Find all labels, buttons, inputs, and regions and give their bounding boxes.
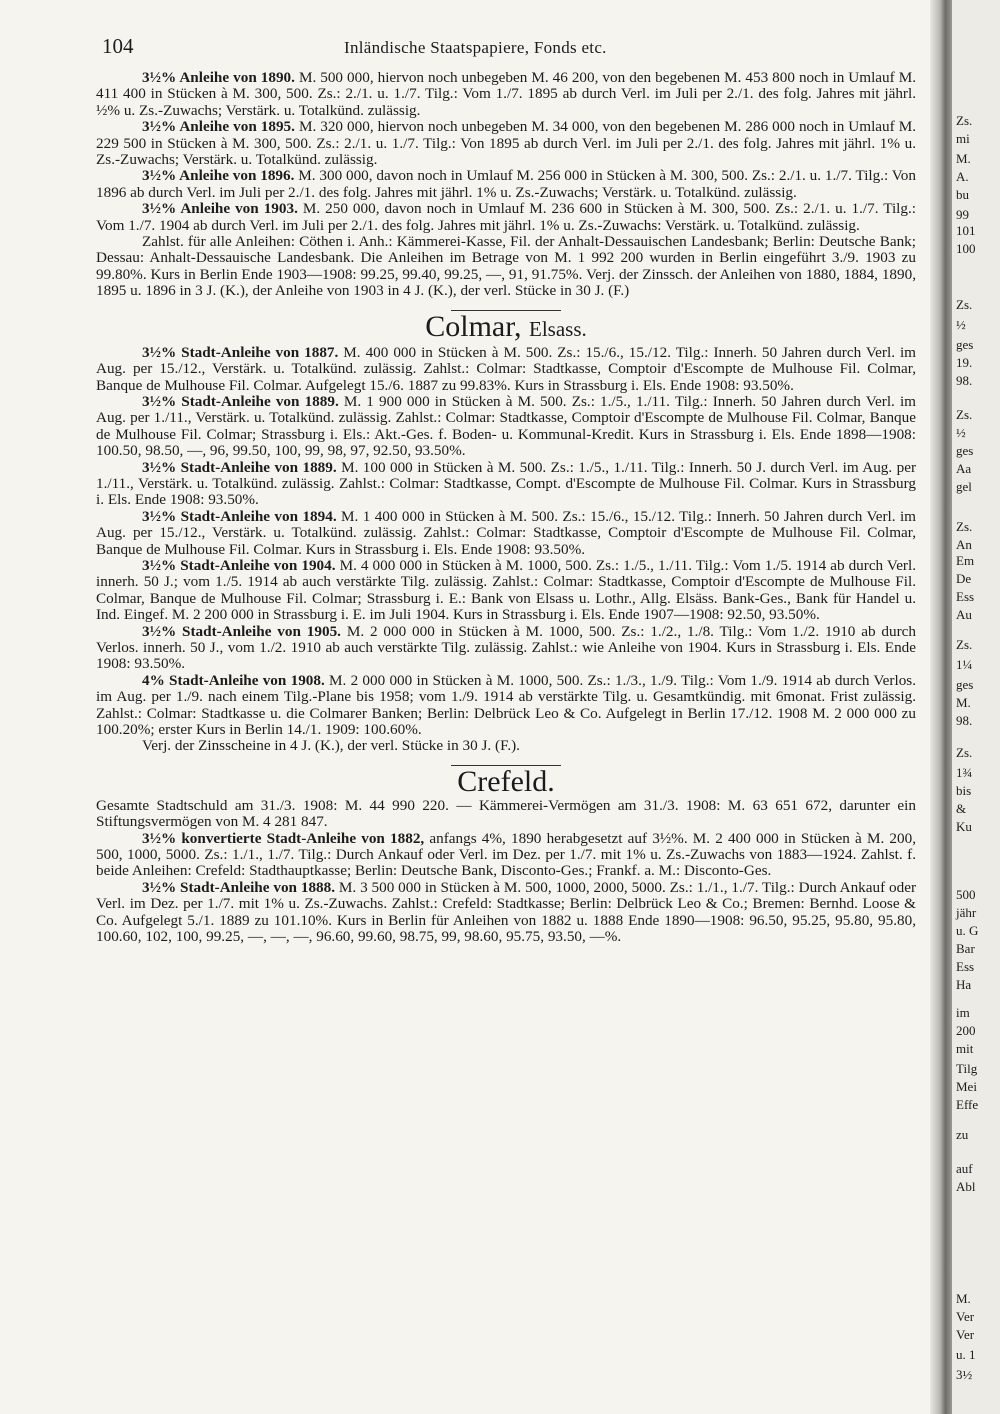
adjacent-word: Tilg [956,1061,978,1076]
running-title: Inländische Staatspapiere, Fonds etc. [344,38,607,57]
loan-heading: 3½% Stadt-Anleihe von 1889. [142,458,337,476]
book-gutter [930,0,952,1414]
paragraph [96,831,916,880]
paragraph-text: M. 300 000, davon noch in Umlauf M. 256 000 in Stücken à M. 300, 500. Zs.: 2./1. u. 1./7. Tilg.: Von 1896 ab durch Verl. im Juli per 2./1. des folg. Jahres mit jährl. 1% u. Zs.-Zuwachs; Verstärk. u. Totalkünd. zulässig. [96,167,916,201]
adjacent-word: ½ [956,425,966,440]
adjacent-word: 1¼ [956,657,973,672]
adjacent-word: jähr [956,905,977,920]
adjacent-word: De [956,571,972,586]
adjacent-word: 100 [956,241,976,256]
loan-heading: 3½% Anleihe von 1895. [142,118,295,136]
adjacent-word: Em [956,553,975,568]
city-name: Colmar, [425,309,522,343]
adjacent-word: im [956,1005,970,1020]
adjacent-word: Aa [956,461,972,476]
adjacent-word: & [956,801,967,816]
loan-heading: 4% Stadt-Anleihe von 1908. [142,671,325,689]
adjacent-word: u. G [956,923,979,938]
city-heading [96,311,916,345]
adjacent-word: 3½ [956,1367,973,1382]
adjacent-word: Mei [956,1079,977,1094]
paragraph-text: M. 500 000, hiervon noch unbegeben M. 46 200, von den begebenen M. 453 800 noch in Umlauf M. 411 400 in Stücken à M. 300, 500. Zs.: 2./1. u. 1./7. Tilg.: Vom 1./7. 1895 ab durch Verl. im Juli per 2./1. des folg. Jahres mit jährl. ½% u. Zs.-Zuwachs; Verstärk. u. Totalkünd. zulässig. [96,69,916,119]
paragraph [96,509,916,558]
paragraph-text: M. 400 000 in Stücken à M. 500. Zs.: 15./6., 15./12. Tilg.: Innerh. 50 Jahren durch Verl. im Aug. per 15./12., Verstärk. u. Totalkünd. zulässig. Zahlst.: Colmar: Stadtkasse, Comptoir d'Escompte de Mulhouse Fil. Colmar, Banque de Mulhouse Fil. Colmar. Aufgelegt 15./6. 1887 zu 99.83%. Kurs in Strassburg i. Els. Ende 1908: 93.50%. [96,343,916,394]
adjacent-word: bu [956,187,969,202]
paragraph [96,673,916,739]
paragraph [96,168,916,201]
adjacent-word: Ha [956,977,972,992]
paragraph [96,345,916,394]
loan-heading: 3½% Stadt-Anleihe von 1887. [142,343,339,361]
paragraph [96,234,916,300]
adjacent-word: bis [956,783,972,798]
paragraph [96,394,916,460]
paragraph-text: M. 1 900 000 in Stücken à M. 500. Zs.: 1./5., 1./11. Tilg.: Innerh. 50 Jahren durch Verl. im Aug. per 1./11., Verstärk. u. Totalkünd. zulässig. Zahlst.: Colmar: Stadtkasse, Comptoir d'Escompte de Mulhouse Fil. Colmar, Banque de Mulhouse Fil. Colmar; Strassburg i. Els.: Akt.-Ges. f. Boden- u. Kommunal-Kredit. Kurs in Strassburg i. Els. Ende 1898—1908: 100.50, 98.50, —, 96, 99.50, 100, 99, 98, 97, 92.50, 93.50%. [96,392,916,460]
adjacent-word: 1¾ [956,765,973,780]
adjacent-word: Zs. [956,407,973,422]
adjacent-word: Effe [956,1097,979,1112]
loan-heading: 3½% Stadt-Anleihe von 1889. [142,392,339,410]
paragraph [96,201,916,234]
paragraph-text: M. 250 000, davon noch in Umlauf M. 236 600 in Stücken à M. 300, 500. Zs.: 2./1. u. 1./7. Tilg.: Vom 1./7. 1904 ab durch Verl. im Juli per 2./1. des folg. Jahres mit jährl. 1% u. Zs.-Zuwachs: Verstärk. u. Totalkünd. zulässig. [96,200,916,234]
paragraph-intro: Gesamte Stadtschuld am 31./3. 1908: M. 44 990 220. — Kämmerei-Vermögen am 31./3. 1908: M. 63 651 672, darunter ein Stiftungsvermögen von M. 4 281 847. [96,796,916,831]
adjacent-page-fragment [952,0,1000,1414]
adjacent-word: mi [956,131,970,146]
paragraph [96,738,916,754]
adjacent-word: M. [956,695,971,710]
paragraph-text: Zahlst. für alle Anleihen: Cöthen i. Anh.: Kämmerei-Kasse, Fil. der Anhalt-Dessauischen Landesbank; Berlin: Deutsche Bank; Dessau: Anhalt-Dessauische Landesbank. Die Anleihen im Betrage von M. 1 992 200 wurden in Berlin eingeführt 3./9. 1903 zu 99.80%. Kurs in Berlin Ende 1903—1908: 99.25, 99.40, 99.25, —, 91, 91.75%. Verj. der Zinssch. der Anleihen von 1880, 1884, 1890, 1895 u. 1896 in 3 J. (K.), der Anleihe von 1903 in 4 J. (K.), der verl. Stücke in 30 J. (F.) [96,233,916,300]
paragraph [96,119,916,168]
adjacent-word: Ver [956,1309,975,1324]
adjacent-word: 500 [956,887,976,902]
adjacent-word: u. 1 [956,1347,976,1362]
adjacent-word: zu [956,1127,969,1142]
loan-heading: 3½% Stadt-Anleihe von 1904. [142,556,336,574]
paragraph-text: M. 100 000 in Stücken à M. 500. Zs.: 1./5., 1./11. Tilg.: Innerh. 50 J. durch Verl. im Aug. per 1./11., Verstärk. u. Totalkünd. zulässig. Zahlst.: Colmar: Stadtkasse, Compt. d'Escompte de Mulhouse Fil. Colmar. Kurs in Strassburg i. Els. Ende 1908: 93.50%. [96,458,917,509]
adjacent-word: Ver [956,1327,975,1342]
adjacent-word: Ku [956,819,972,834]
adjacent-word: ges [956,337,974,352]
adjacent-word: ges [956,443,974,458]
paragraph-text: M. 2 000 000 in Stücken à M. 1000, 500. Zs.: 1./2., 1./8. Tilg.: Vom 1./2. 1910 ab durch Verlos. innerh. 50 J., vom 1./2. 1910 ab auch verstärkte Tilg. zulässig. Zahlst.: wie Anleihe von 1904. Kurs in Strassburg i. Els. Ende 1908: 93.50%. [96,622,916,673]
loan-heading: 3½% Stadt-Anleihe von 1894. [142,507,337,525]
loan-heading: 3½% Anleihe von 1896. [142,167,295,185]
adjacent-word: Abl [956,1179,976,1194]
adjacent-word: Zs. [956,637,973,652]
adjacent-word: mit [956,1041,974,1056]
adjacent-word: 98. [956,713,973,728]
section-crefeld [96,766,916,946]
adjacent-word: Zs. [956,519,973,534]
paragraph-text: Verj. der Zinsscheine in 4 J. (K.), der verl. Stücke in 30 J. (F.). [142,737,520,755]
adjacent-word: Ess [956,959,975,974]
adjacent-word: M. [956,1291,971,1306]
paragraph [96,558,916,624]
adjacent-word: 101 [956,223,976,238]
paragraph-text: M. 3 500 000 in Stücken à M. 500, 1000, 2000, 5000. Zs.: 1./1., 1./7. Tilg.: Durch Ankauf oder Verl. im Dez. per 1./7. mit 1% u. Zs.-Zuwachs. Zahlst.: Crefeld: Stadtkasse; Berlin: Delbrück Leo & Co.; Bremen: Bernhd. Loose & Co. Aufgelegt 5./1. 1889 zu 101.10%. Kurs in Berlin für Anleihen von 1882 u. 1888 Ende 1890—1908: 96.50, 95.25, 95.80, 95.80, 100.60, 102, 100, 99.25, —, —, —, 96.60, 99.60, 98.75, 99, 98.60, 95.75, 93.50, —%. [96,878,916,946]
city-name: Crefeld. [457,764,555,798]
paragraph [96,70,916,119]
paragraph [96,880,916,946]
adjacent-word: A. [956,169,969,184]
paragraph-text: anfangs 4%, 1890 herabgesetzt auf 3½%. M. 2 400 000 in Stücken à M. 200, 500, 1000, 5000. Zs.: 1./1., 1./7. Tilg.: Durch Ankauf oder Verl. im Dez. per 1./7. mit 1% u. Zs.-Zuwachs von 1883—1924. Zahlst. f. beide Anleihen: Crefeld: Stadthauptkasse; Berlin: Deutsche Bank, Disconto-Ges.; Frankf. a. M.: Disconto-Ges. [96,829,916,880]
adjacent-word: Zs. [956,113,973,128]
adjacent-word: Ess [956,589,975,604]
adjacent-word: Au [956,607,972,622]
adjacent-word: 19. [956,355,973,370]
paragraph-text: M. 4 000 000 in Stücken à M. 1000, 500. Zs.: 1./5., 1./11. Tilg.: Vom 1./5. 1914 ab durch Verl. innerh. 50 J.; vom 1./5. 1914 ab auch verstärkte Tilg. zulässig. Zahlst.: Colmar: Stadtkasse, Comptoir d'Escompte de Mulhouse Fil. Colmar, Banque de Mulhouse Fil. Colmar; Strassburg i. E.: Bank von Elsass u. Lothr., Allg. Elsäss. Bank-Ges., Bank für Handel u. Ind. Eingef. M. 2 200 000 in Strassburg i. E. im Juli 1904. Kurs in Strassburg i. Els. Ende 1907—1908: 92.50, 93.50%. [96,556,917,624]
adjacent-word: auf [956,1161,973,1176]
adjacent-word: Zs. [956,297,973,312]
city-heading [96,766,916,798]
loan-heading: 3½% Stadt-Anleihe von 1905. [142,622,341,640]
loan-heading: 3½% konvertierte Stadt-Anleihe von 1882, [142,829,425,847]
paragraph [96,624,916,673]
section-colmar [96,311,916,766]
adjacent-word: ½ [956,317,966,332]
adjacent-word: Bar [956,941,975,956]
loan-heading: 3½% Anleihe von 1903. [142,200,298,218]
adjacent-word: ges [956,677,974,692]
section-coethen-anleihen [96,70,916,311]
adjacent-word: M. [956,151,971,166]
page-number: 104 [102,34,134,58]
paragraph-text: M. 1 400 000 in Stücken à M. 500. Zs.: 15./6., 15./12. Tilg.: Innerh. 50 Jahren durch Verl. im Aug. per 15./12., Verstärk. u. Totalkünd. zulässig. Zahlst.: Colmar: Stadtkasse, Comptoir d'Escompte de Mulhouse Fil. Colmar, Banque de Mulhouse Fil. Colmar. Kurs in Strassburg i. Els. Ende 1908: 93.50%. [96,507,916,558]
paragraph-text: M. 320 000, hiervon noch unbegeben M. 34 000, von den begebenen M. 286 000 noch in Umlauf M. 229 500 in Stücken à M. 300, 500. Zs.: 2./1. u. 1./7. Tilg.: Von 1895 ab durch Verl. im Juli per 2./1. des folg. Jahres mit jährl. 1% u. Zs.-Zuwachs; Verstärk. u. Totalkünd. zulässig. [96,118,916,169]
adjacent-word: Zs. [956,745,973,760]
loan-heading: 3½% Stadt-Anleihe von 1888. [142,878,336,896]
adjacent-word: 200 [956,1023,976,1038]
main-column [96,70,916,946]
page-header [96,34,926,64]
adjacent-word: 99 [956,207,969,222]
adjacent-word: An [956,537,972,552]
loan-heading: 3½% Anleihe von 1890. [142,69,295,86]
adjacent-word: 98. [956,373,973,388]
paragraph [96,460,916,509]
adjacent-word: gel [956,479,972,494]
region-name: Elsass. [529,316,587,341]
paragraph-text: M. 2 000 000 in Stücken à M. 1000, 500. Zs.: 1./3., 1./9. Tilg.: Vom 1./9. 1914 ab durch Verlos. im Aug. per 1./9. nach einem Tilg.-Plane bis 1958; vom 1./9. 1914 ab verstärkte Tilg. u. Gesamtkündig. mit 6monat. Frist zulässig. Zahlst.: Colmar: Stadtkasse u. die Colmarer Banken; Berlin: Delbrück Leo & Co. Aufgelegt in Berlin 17./12. 1908 M. 2 000 000 zu 100.20%; erster Kurs in Berlin 14./1. 1909: 100.60%. [96,671,916,739]
